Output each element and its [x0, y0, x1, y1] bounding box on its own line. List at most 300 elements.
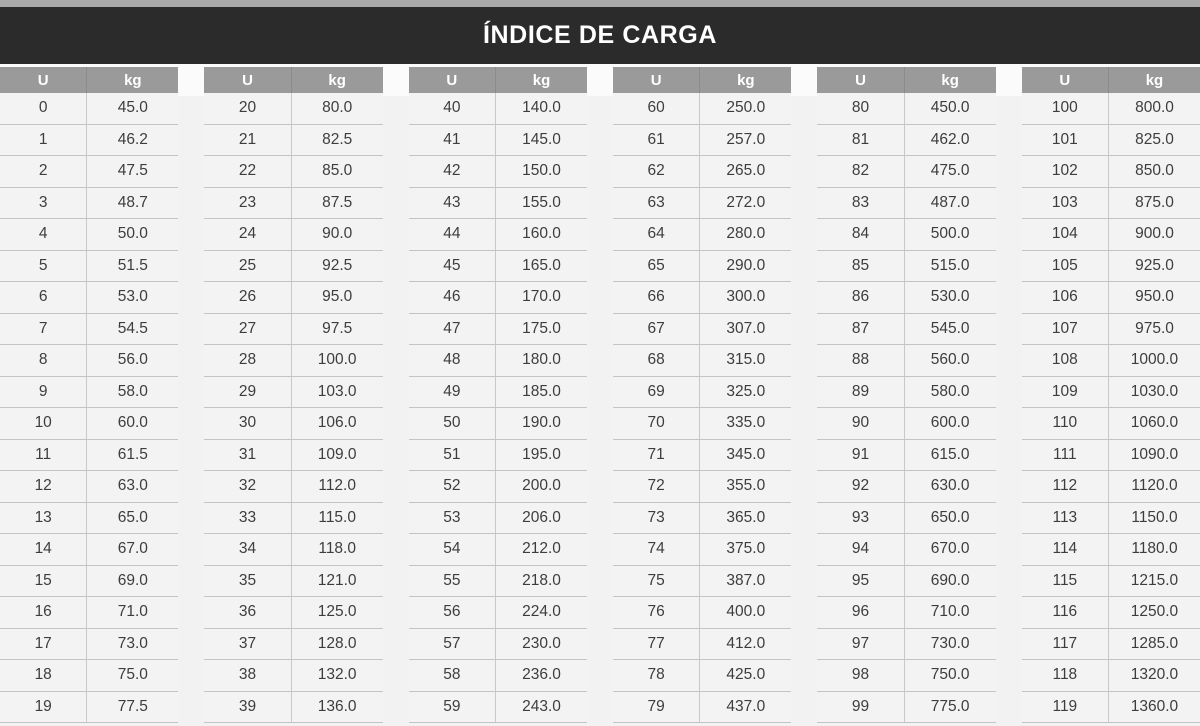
table-header-row — [0, 67, 178, 93]
table-row — [409, 93, 587, 125]
u-cell: 43 — [409, 188, 496, 219]
table-row — [817, 660, 995, 692]
u-cell: 17 — [0, 629, 87, 660]
u-cell: 38 — [204, 660, 291, 691]
kg-cell: 500.0 — [930, 225, 970, 243]
u-cell: 12 — [0, 471, 87, 502]
table-row — [204, 629, 382, 661]
table-row — [613, 503, 791, 535]
kg-cell: 487.0 — [930, 193, 970, 211]
u-column-header: U — [1022, 67, 1109, 93]
table-row — [409, 440, 587, 472]
u-cell: 30 — [204, 408, 291, 439]
kg-cell: 315.0 — [726, 351, 766, 369]
table-row — [409, 566, 587, 598]
table-row — [817, 377, 995, 409]
kg-cell: 136.0 — [317, 697, 357, 715]
u-cell: 107 — [1022, 314, 1109, 345]
table-block — [409, 67, 587, 723]
kg-cell: 1150.0 — [1131, 508, 1178, 526]
table-header-row — [204, 67, 382, 93]
kg-cell: 1120.0 — [1131, 477, 1178, 495]
kg-cell: 300.0 — [726, 288, 766, 306]
u-cell: 6 — [0, 282, 87, 313]
u-cell: 53 — [409, 503, 496, 534]
u-cell: 106 — [1022, 282, 1109, 313]
kg-cell: 272.0 — [726, 193, 766, 211]
u-column-header: U — [613, 67, 700, 93]
kg-cell: 425.0 — [726, 666, 766, 684]
u-cell: 55 — [409, 566, 496, 597]
u-cell: 97 — [817, 629, 904, 660]
kg-cell: 150.0 — [522, 162, 561, 180]
table-row — [1022, 314, 1200, 346]
table-row — [204, 188, 382, 220]
kg-cell: 77.5 — [117, 697, 148, 715]
u-cell: 34 — [204, 534, 291, 565]
u-cell: 22 — [204, 156, 291, 187]
kg-cell: 60.0 — [117, 414, 148, 432]
kg-cell: 950.0 — [1135, 288, 1174, 306]
table-row — [0, 156, 178, 188]
u-cell: 100 — [1022, 93, 1109, 124]
u-cell: 51 — [409, 440, 496, 471]
kg-cell: 600.0 — [930, 414, 970, 432]
u-cell: 1 — [0, 125, 87, 156]
u-cell: 58 — [409, 660, 496, 691]
table-row — [0, 471, 178, 503]
u-cell: 90 — [817, 408, 904, 439]
table-row — [204, 282, 382, 314]
kg-column-header: kg — [496, 67, 587, 93]
table-block — [817, 67, 995, 723]
u-cell: 103 — [1022, 188, 1109, 219]
u-cell: 95 — [817, 566, 904, 597]
table-row — [817, 566, 995, 598]
kg-cell: 345.0 — [726, 445, 766, 463]
kg-cell: 265.0 — [726, 162, 766, 180]
table-row — [204, 93, 382, 125]
table-row — [0, 534, 178, 566]
table-row — [1022, 282, 1200, 314]
table-row — [817, 597, 995, 629]
u-cell: 64 — [613, 219, 700, 250]
u-cell: 4 — [0, 219, 87, 250]
kg-cell: 580.0 — [930, 382, 970, 400]
kg-cell: 1000.0 — [1130, 351, 1179, 369]
kg-cell: 75.0 — [117, 666, 148, 684]
u-cell: 112 — [1022, 471, 1109, 502]
table-row — [0, 660, 178, 692]
table-row — [817, 692, 995, 724]
table-row — [613, 629, 791, 661]
table-row — [204, 660, 382, 692]
table-row — [613, 125, 791, 157]
kg-cell: 355.0 — [726, 477, 766, 495]
kg-cell: 51.5 — [117, 256, 148, 274]
table-row — [0, 188, 178, 220]
table-row — [409, 660, 587, 692]
kg-cell: 800.0 — [1135, 99, 1174, 117]
kg-cell: 236.0 — [522, 666, 561, 684]
kg-cell: 224.0 — [522, 603, 561, 621]
u-cell: 105 — [1022, 251, 1109, 282]
kg-cell: 710.0 — [930, 603, 970, 621]
table-row — [817, 314, 995, 346]
kg-cell: 1250.0 — [1130, 603, 1179, 621]
u-cell: 29 — [204, 377, 291, 408]
table-row — [817, 471, 995, 503]
kg-cell: 125.0 — [317, 603, 357, 621]
kg-column-header: kg — [905, 67, 996, 93]
u-cell: 32 — [204, 471, 291, 502]
kg-column-header: kg — [1109, 67, 1200, 93]
kg-cell: 160.0 — [522, 225, 561, 243]
u-cell: 87 — [817, 314, 904, 345]
kg-cell: 47.5 — [117, 162, 148, 180]
table-row — [1022, 125, 1200, 157]
u-cell: 89 — [817, 377, 904, 408]
table-row — [204, 408, 382, 440]
u-cell: 14 — [0, 534, 87, 565]
table-row — [613, 345, 791, 377]
table-row — [204, 219, 382, 251]
table-row — [0, 282, 178, 314]
kg-column-header: kg — [292, 67, 383, 93]
kg-cell: 80.0 — [322, 99, 353, 117]
kg-cell: 650.0 — [930, 508, 970, 526]
kg-cell: 56.0 — [117, 351, 148, 369]
kg-cell: 112.0 — [318, 477, 356, 495]
table-row — [613, 377, 791, 409]
u-cell: 23 — [204, 188, 291, 219]
kg-cell: 190.0 — [522, 414, 561, 432]
u-cell: 60 — [613, 93, 700, 124]
u-cell: 88 — [817, 345, 904, 376]
u-cell: 56 — [409, 597, 496, 628]
u-cell: 115 — [1022, 566, 1109, 597]
u-cell: 5 — [0, 251, 87, 282]
kg-column-header: kg — [87, 67, 178, 93]
u-cell: 66 — [613, 282, 700, 313]
u-cell: 119 — [1022, 692, 1109, 723]
kg-cell: 46.2 — [117, 130, 148, 148]
kg-cell: 90.0 — [322, 225, 353, 243]
table-row — [817, 282, 995, 314]
kg-cell: 375.0 — [726, 540, 766, 558]
table-row — [817, 156, 995, 188]
u-column-header: U — [817, 67, 904, 93]
u-column-header: U — [409, 67, 496, 93]
table-row — [0, 440, 178, 472]
kg-cell: 185.0 — [522, 382, 561, 400]
kg-cell: 200.0 — [522, 477, 561, 495]
u-cell: 13 — [0, 503, 87, 534]
u-cell: 96 — [817, 597, 904, 628]
table-row — [204, 471, 382, 503]
table-row — [0, 597, 178, 629]
u-cell: 37 — [204, 629, 291, 660]
u-cell: 26 — [204, 282, 291, 313]
table-row — [1022, 629, 1200, 661]
kg-cell: 54.5 — [117, 319, 148, 337]
u-cell: 45 — [409, 251, 496, 282]
table-row — [409, 282, 587, 314]
u-cell: 24 — [204, 219, 291, 250]
table-row — [0, 408, 178, 440]
kg-cell: 1320.0 — [1130, 666, 1179, 684]
u-cell: 50 — [409, 408, 496, 439]
table-row — [817, 93, 995, 125]
table-row — [613, 93, 791, 125]
table-header-row — [613, 67, 791, 93]
table-row — [1022, 345, 1200, 377]
table-row — [1022, 660, 1200, 692]
u-cell: 11 — [0, 440, 87, 471]
table-row — [204, 377, 382, 409]
table-row — [1022, 503, 1200, 535]
u-cell: 21 — [204, 125, 291, 156]
kg-cell: 92.5 — [322, 256, 353, 274]
u-cell: 31 — [204, 440, 291, 471]
u-cell: 116 — [1022, 597, 1109, 628]
table-row — [204, 345, 382, 377]
u-cell: 54 — [409, 534, 496, 565]
table-title: ÍNDICE DE CARGA — [482, 21, 717, 49]
table-row — [1022, 377, 1200, 409]
kg-cell: 71.0 — [117, 603, 148, 621]
kg-cell: 560.0 — [930, 351, 970, 369]
table-row — [0, 503, 178, 535]
kg-cell: 170.0 — [522, 288, 561, 306]
u-cell: 117 — [1022, 629, 1109, 660]
u-cell: 67 — [613, 314, 700, 345]
table-row — [409, 377, 587, 409]
table-row — [409, 219, 587, 251]
table-row — [613, 156, 791, 188]
table-row — [613, 597, 791, 629]
u-cell: 80 — [817, 93, 904, 124]
kg-cell: 515.0 — [930, 256, 970, 274]
kg-cell: 412.0 — [726, 634, 766, 652]
kg-cell: 100.0 — [317, 351, 357, 369]
kg-cell: 690.0 — [930, 571, 970, 589]
u-cell: 33 — [204, 503, 291, 534]
u-cell: 94 — [817, 534, 904, 565]
table-block — [204, 67, 382, 723]
kg-cell: 103.0 — [317, 382, 357, 400]
kg-cell: 206.0 — [522, 508, 561, 526]
table-row — [409, 125, 587, 157]
kg-cell: 121.0 — [317, 571, 357, 589]
kg-cell: 365.0 — [726, 508, 766, 526]
kg-cell: 85.0 — [322, 162, 353, 180]
kg-cell: 257.0 — [726, 130, 766, 148]
kg-cell: 48.7 — [117, 193, 148, 211]
table-row — [0, 251, 178, 283]
u-cell: 91 — [817, 440, 904, 471]
u-cell: 75 — [613, 566, 700, 597]
u-cell: 71 — [613, 440, 700, 471]
table-row — [409, 251, 587, 283]
table-row — [204, 314, 382, 346]
kg-cell: 95.0 — [322, 288, 353, 306]
kg-cell: 109.0 — [317, 445, 357, 463]
u-cell: 28 — [204, 345, 291, 376]
kg-cell: 230.0 — [522, 634, 561, 652]
u-cell: 68 — [613, 345, 700, 376]
table-row — [1022, 188, 1200, 220]
table-row — [613, 692, 791, 724]
u-cell: 73 — [613, 503, 700, 534]
load-index-table — [0, 67, 1200, 723]
kg-cell: 212.0 — [522, 540, 561, 558]
kg-cell: 69.0 — [117, 571, 148, 589]
u-cell: 44 — [409, 219, 496, 250]
kg-cell: 1090.0 — [1130, 445, 1179, 463]
table-row — [1022, 251, 1200, 283]
table-row — [204, 440, 382, 472]
u-cell: 0 — [0, 93, 87, 124]
table-row — [409, 408, 587, 440]
u-cell: 102 — [1022, 156, 1109, 187]
kg-cell: 165.0 — [522, 256, 561, 274]
u-cell: 20 — [204, 93, 291, 124]
u-cell: 82 — [817, 156, 904, 187]
kg-cell: 475.0 — [930, 162, 970, 180]
kg-cell: 195.0 — [522, 445, 561, 463]
kg-cell: 115.0 — [318, 508, 356, 526]
table-row — [817, 219, 995, 251]
table-row — [409, 692, 587, 724]
kg-cell: 850.0 — [1135, 162, 1174, 180]
kg-cell: 73.0 — [117, 634, 148, 652]
table-row — [1022, 692, 1200, 724]
kg-cell: 545.0 — [930, 319, 970, 337]
table-row — [1022, 93, 1200, 125]
u-cell: 16 — [0, 597, 87, 628]
table-row — [0, 692, 178, 724]
table-row — [409, 345, 587, 377]
table-row — [613, 534, 791, 566]
u-cell: 108 — [1022, 345, 1109, 376]
u-cell: 36 — [204, 597, 291, 628]
kg-cell: 65.0 — [117, 508, 148, 526]
u-cell: 62 — [613, 156, 700, 187]
kg-cell: 325.0 — [726, 382, 766, 400]
u-cell: 85 — [817, 251, 904, 282]
table-row — [613, 219, 791, 251]
table-row — [0, 629, 178, 661]
table-row — [613, 314, 791, 346]
u-cell: 69 — [613, 377, 700, 408]
u-cell: 61 — [613, 125, 700, 156]
u-cell: 49 — [409, 377, 496, 408]
table-row — [409, 471, 587, 503]
kg-cell: 243.0 — [522, 697, 561, 715]
kg-cell: 250.0 — [726, 99, 766, 117]
u-cell: 7 — [0, 314, 87, 345]
u-cell: 110 — [1022, 408, 1109, 439]
u-cell: 41 — [409, 125, 496, 156]
table-row — [1022, 440, 1200, 472]
kg-cell: 106.0 — [317, 414, 357, 432]
kg-cell: 1180.0 — [1131, 540, 1178, 558]
kg-cell: 615.0 — [930, 445, 970, 463]
table-row — [1022, 597, 1200, 629]
u-cell: 8 — [0, 345, 87, 376]
table-row — [0, 345, 178, 377]
kg-cell: 825.0 — [1135, 130, 1174, 148]
u-cell: 77 — [613, 629, 700, 660]
table-header-row — [817, 67, 995, 93]
kg-cell: 180.0 — [522, 351, 561, 369]
table-row — [204, 566, 382, 598]
table-row — [817, 503, 995, 535]
table-row — [409, 597, 587, 629]
table-header-row — [1022, 67, 1200, 93]
table-row — [613, 660, 791, 692]
kg-column-header: kg — [700, 67, 791, 93]
u-cell: 46 — [409, 282, 496, 313]
kg-cell: 61.5 — [117, 445, 148, 463]
table-row — [409, 314, 587, 346]
table-row — [0, 93, 178, 125]
kg-cell: 155.0 — [522, 193, 561, 211]
u-cell: 93 — [817, 503, 904, 534]
u-cell: 113 — [1022, 503, 1109, 534]
u-cell: 3 — [0, 188, 87, 219]
kg-cell: 730.0 — [930, 634, 970, 652]
table-row — [613, 566, 791, 598]
table-row — [204, 156, 382, 188]
table-row — [817, 125, 995, 157]
table-row — [613, 282, 791, 314]
table-row — [0, 219, 178, 251]
u-cell: 104 — [1022, 219, 1109, 250]
kg-cell: 750.0 — [930, 666, 970, 684]
kg-cell: 128.0 — [317, 634, 357, 652]
u-cell: 114 — [1022, 534, 1109, 565]
kg-cell: 97.5 — [322, 319, 353, 337]
kg-cell: 67.0 — [117, 540, 148, 558]
u-cell: 72 — [613, 471, 700, 502]
table-row — [1022, 534, 1200, 566]
kg-cell: 1060.0 — [1130, 414, 1179, 432]
table-row — [0, 125, 178, 157]
table-row — [204, 503, 382, 535]
kg-cell: 1215.0 — [1130, 571, 1179, 589]
kg-cell: 132.0 — [317, 666, 357, 684]
table-row — [409, 629, 587, 661]
u-cell: 83 — [817, 188, 904, 219]
u-cell: 18 — [0, 660, 87, 691]
table-row — [204, 534, 382, 566]
kg-cell: 1030.0 — [1130, 382, 1179, 400]
kg-cell: 45.0 — [117, 99, 148, 117]
u-cell: 92 — [817, 471, 904, 502]
table-row — [817, 251, 995, 283]
u-cell: 9 — [0, 377, 87, 408]
kg-cell: 307.0 — [726, 319, 766, 337]
kg-cell: 53.0 — [117, 288, 148, 306]
kg-cell: 530.0 — [930, 288, 970, 306]
table-row — [613, 188, 791, 220]
u-cell: 84 — [817, 219, 904, 250]
kg-cell: 900.0 — [1135, 225, 1174, 243]
u-cell: 39 — [204, 692, 291, 723]
table-row — [817, 188, 995, 220]
